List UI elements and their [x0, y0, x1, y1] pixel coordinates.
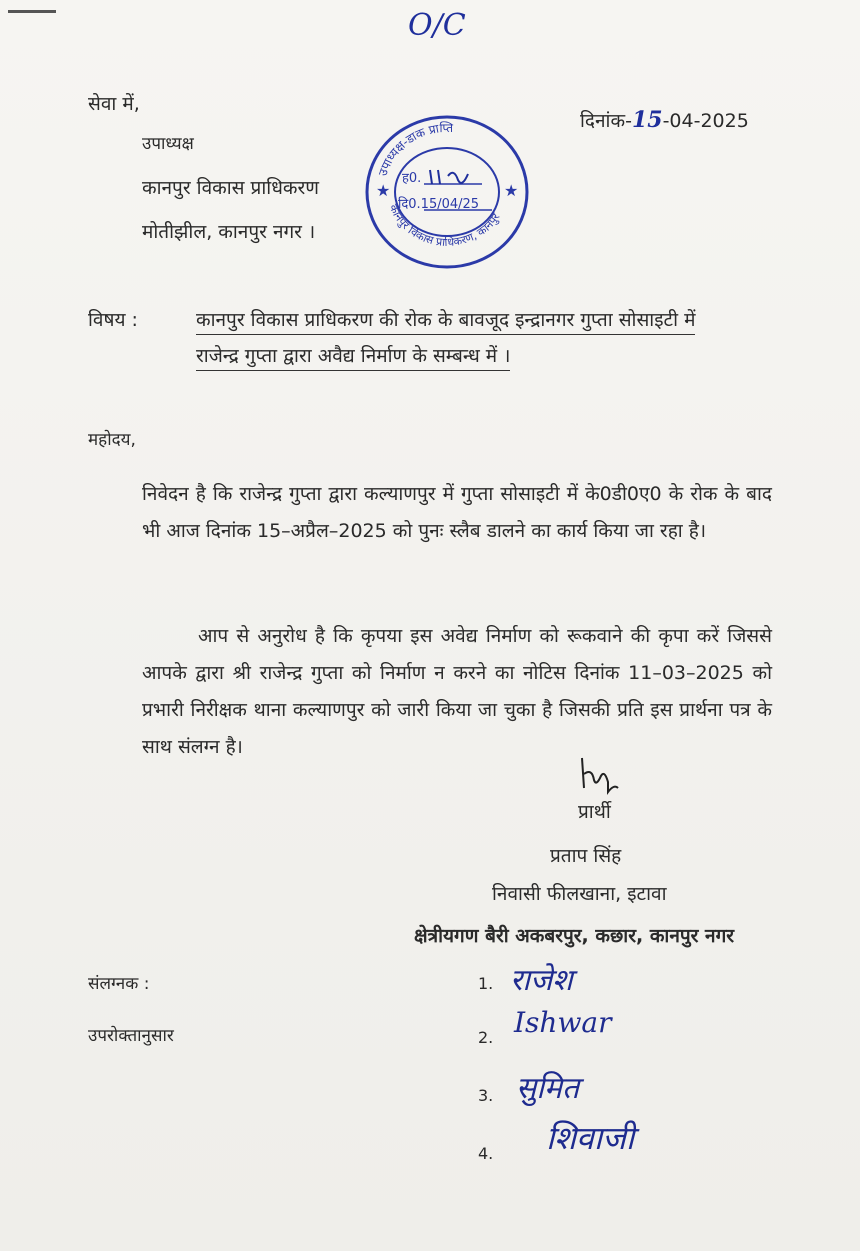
signatory-number: 1.	[478, 974, 494, 993]
stamp-line1: ह0.	[402, 171, 422, 186]
svg-text:उपाध्यक्ष-डाक प्राप्ति	[376, 121, 455, 178]
signatory-number: 2.	[478, 1028, 494, 1047]
paragraph-2: आप से अनुरोध है कि कृपया इस अवेद्य निर्माण को रूकवाने की कृपा करें जिससे आपके द्वारा श्री राजेन्द्र गुप्ता को निर्माण न करने का नोटिस दिनांक 11–03–2025 को प्रभारी निरीक्षक थाना कल्याणपुर को जारी किया जा चुका है जिसकी प्रति इस प्रार्थना पत्र के साथ संलग्न है।	[142, 625, 772, 758]
salutation-to: सेवा में,	[88, 93, 140, 115]
stamp-ring-top: उपाध्यक्ष-डाक प्राप्ति	[375, 120, 454, 178]
subject-line1: कानपुर विकास प्राधिकरण की रोक के बावजूद इन्द्रानगर गुप्ता सोसाइटी में	[196, 306, 695, 335]
signatory-signature: राजेश	[510, 963, 573, 998]
applicant-signature	[572, 748, 642, 798]
date	[580, 106, 749, 135]
corner-mark	[8, 10, 56, 13]
addressee-line1: उपाध्यक्ष	[142, 134, 194, 154]
subject-line2: राजेन्द्र गुप्ता द्वारा अवैद्य निर्माण के सम्बन्ध में ।	[196, 342, 510, 371]
applicant-residence: निवासी फीलखाना, इटावा	[492, 883, 667, 905]
applicant-area: क्षेत्रीयगण बैरी अकबरपुर, कछार, कानपुर नगर	[414, 925, 735, 947]
signatory-number: 3.	[478, 1086, 494, 1105]
stamp-line2: दि0.15/04/25	[398, 197, 480, 212]
addressee-line3: मोतीझील, कानपुर नगर ।	[142, 221, 316, 243]
signatory-signature: शिवाजी	[546, 1119, 635, 1157]
stamp-star-right: ★	[504, 181, 519, 200]
attachment-label: संलग्नक :	[88, 974, 150, 994]
stamp-ring-bottom: कानपुर विकास प्राधिकरण, कानपुर	[386, 202, 503, 249]
greeting: महोदय,	[88, 430, 136, 450]
date-rest: -04-2025	[662, 110, 749, 132]
paragraph-1: निवेदन है कि राजेन्द्र गुप्ता द्वारा कल्याणपुर में गुप्ता सोसाइटी में के0डी0ए0 के रोक के बाद भी आज दिनांक 15–अप्रैल–2025 को पुनः स्लैब डालने का कार्य किया जा रहा है।	[142, 483, 772, 542]
date-label: दिनांक-	[580, 110, 632, 132]
date-day-handwritten: 15	[631, 107, 663, 133]
subject-label: विषय :	[88, 309, 138, 331]
signatory-number: 4.	[478, 1144, 494, 1163]
applicant-name: प्रताप सिंह	[550, 845, 622, 867]
stamp-star-left: ★	[376, 181, 391, 200]
addressee-line2: कानपुर विकास प्राधिकरण	[142, 177, 319, 199]
signatory-signature: Ishwar	[514, 1006, 612, 1039]
handwritten-top-mark: O/C	[408, 8, 466, 43]
applicant-label: प्रार्थी	[578, 801, 611, 823]
attachment-value: उपरोक्तानुसार	[88, 1026, 174, 1046]
receipt-stamp	[362, 110, 532, 270]
signatory-signature: सुमित	[516, 1071, 580, 1106]
